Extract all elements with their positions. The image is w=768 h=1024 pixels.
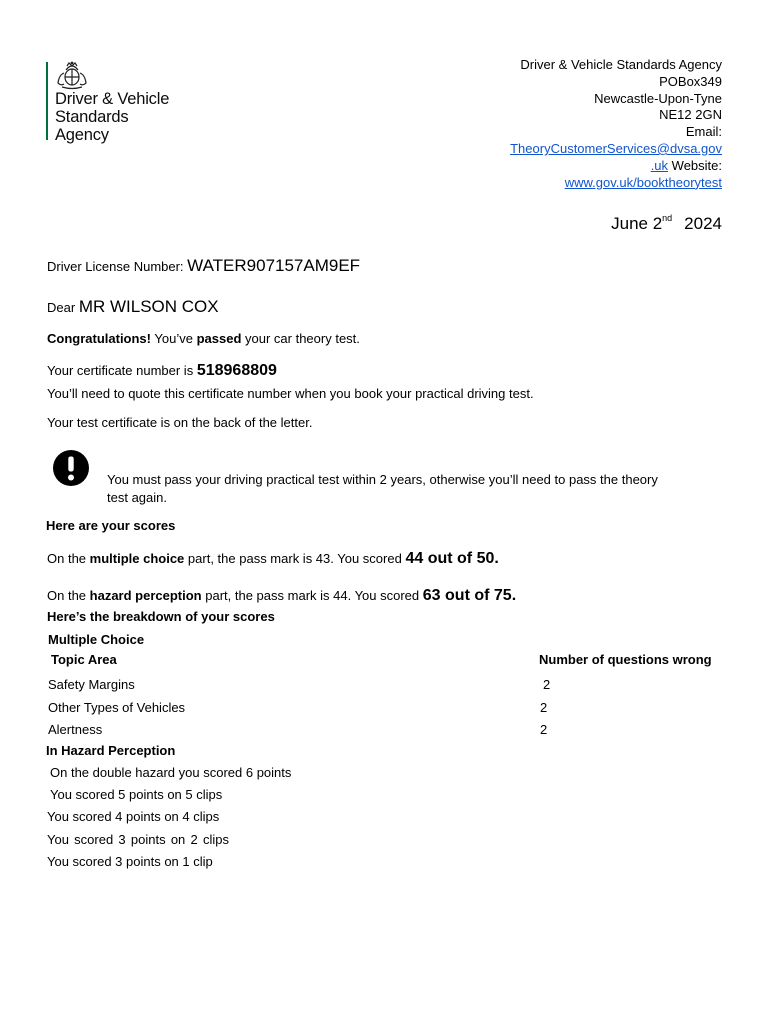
- exclamation-circle-icon: [52, 449, 90, 487]
- hp-double-hazard-line: On the double hazard you scored 6 points: [50, 765, 292, 780]
- certificate-quote-note: You’ll need to quote this certificate number when you book your practical driving test.: [47, 386, 534, 401]
- multiple-choice-heading: Multiple Choice: [48, 632, 145, 647]
- date-month-day: June 2: [611, 214, 663, 233]
- hp-prefix: On the: [47, 588, 87, 603]
- website-link[interactable]: www.gov.uk/booktheorytest: [564, 174, 722, 190]
- table-row-wrong: 2: [543, 677, 551, 692]
- certificate-number: 518968809: [196, 362, 277, 379]
- certificate-line: [47, 362, 277, 380]
- table-row-wrong: 2: [540, 722, 548, 737]
- logo-line-3: Agency: [55, 126, 109, 144]
- table-row-topic: Safety Margins: [48, 677, 135, 692]
- mc-mid: part, the pass mark is 43. You scored: [187, 551, 402, 566]
- mc-prefix: On the: [47, 551, 87, 566]
- logo-accent-bar: [46, 62, 48, 140]
- scores-heading: Here are your scores: [46, 518, 176, 533]
- letter-date: [611, 213, 722, 234]
- mc-bold: multiple choice: [89, 551, 185, 566]
- mc-period: .: [494, 550, 499, 567]
- multiple-choice-score-line: [47, 550, 499, 568]
- column-header-topic: Topic Area: [51, 652, 117, 667]
- hp-wrapped-clips-text: You scored 3 points on 2 clips You scored 3 points on 1 clip: [47, 832, 229, 869]
- hp-five-clips-line: You scored 5 points on 5 clips: [50, 787, 223, 802]
- license-line: [47, 256, 360, 276]
- website-label: Website:: [671, 157, 722, 173]
- passed-bold: passed: [196, 331, 242, 346]
- breakdown-heading: Here’s the breakdown of your scores: [47, 609, 275, 624]
- congrats-bold: Congratulations!: [47, 331, 151, 346]
- hazard-perception-heading: In Hazard Perception: [46, 743, 176, 758]
- salutation: [47, 297, 219, 317]
- table-row-topic: Alertness: [48, 722, 103, 737]
- sender-name: Driver & Vehicle Standards Agency: [520, 57, 722, 72]
- sender-po-box: POBox349: [659, 73, 722, 89]
- sender-address: [510, 57, 722, 191]
- notice-line-1: You must pass your driving practical test within 2 years, otherwise you’ll need to pass the theory: [107, 472, 658, 487]
- certificate-back-note: Your test certificate is on the back of the letter.: [47, 415, 313, 430]
- hazard-perception-score-line: [47, 587, 516, 605]
- logo-line-2: Standards: [55, 108, 129, 126]
- congratulations-line: [47, 331, 360, 346]
- recipient-name: MR WILSON COX: [78, 297, 219, 316]
- congrats-text-2: your car theory test.: [245, 331, 360, 346]
- date-year: 2024: [684, 214, 722, 233]
- sender-postcode: NE12 2GN: [659, 107, 722, 123]
- salutation-dear: Dear: [47, 300, 76, 315]
- email-link-part-1[interactable]: TheoryCustomerServices@dvsa.gov: [510, 140, 722, 156]
- license-number: WATER907157AM9EF: [187, 256, 361, 275]
- column-header-wrong: Number of questions wrong: [539, 652, 712, 667]
- agency-logo-text: [55, 90, 169, 144]
- notice-text: [107, 471, 707, 507]
- hp-bold: hazard perception: [89, 588, 202, 603]
- hp-mid: part, the pass mark is 44. You scored: [205, 588, 420, 603]
- hp-score: 63 out of 75: [422, 587, 512, 604]
- sender-city: Newcastle-Upon-Tyne: [594, 90, 722, 106]
- logo-line-1: Driver & Vehicle: [55, 90, 170, 108]
- notice-line-2: test again.: [107, 490, 167, 505]
- hp-four-clips-line: You scored 4 points on 4 clips: [47, 809, 220, 824]
- license-label: Driver License Number:: [47, 259, 184, 274]
- congrats-text-1: You’ve: [154, 331, 193, 346]
- hp-period: .: [511, 587, 517, 604]
- certificate-label: Your certificate number is: [47, 363, 194, 378]
- royal-crest-icon: [54, 60, 90, 90]
- table-row-wrong: 2: [540, 700, 548, 715]
- mc-score: 44 out of 50: [405, 550, 495, 567]
- sender-email-label: Email:: [685, 124, 722, 140]
- table-row-topic: Other Types of Vehicles: [48, 700, 186, 715]
- email-link-part-2[interactable]: .uk: [650, 157, 669, 173]
- date-suffix: nd: [662, 213, 673, 223]
